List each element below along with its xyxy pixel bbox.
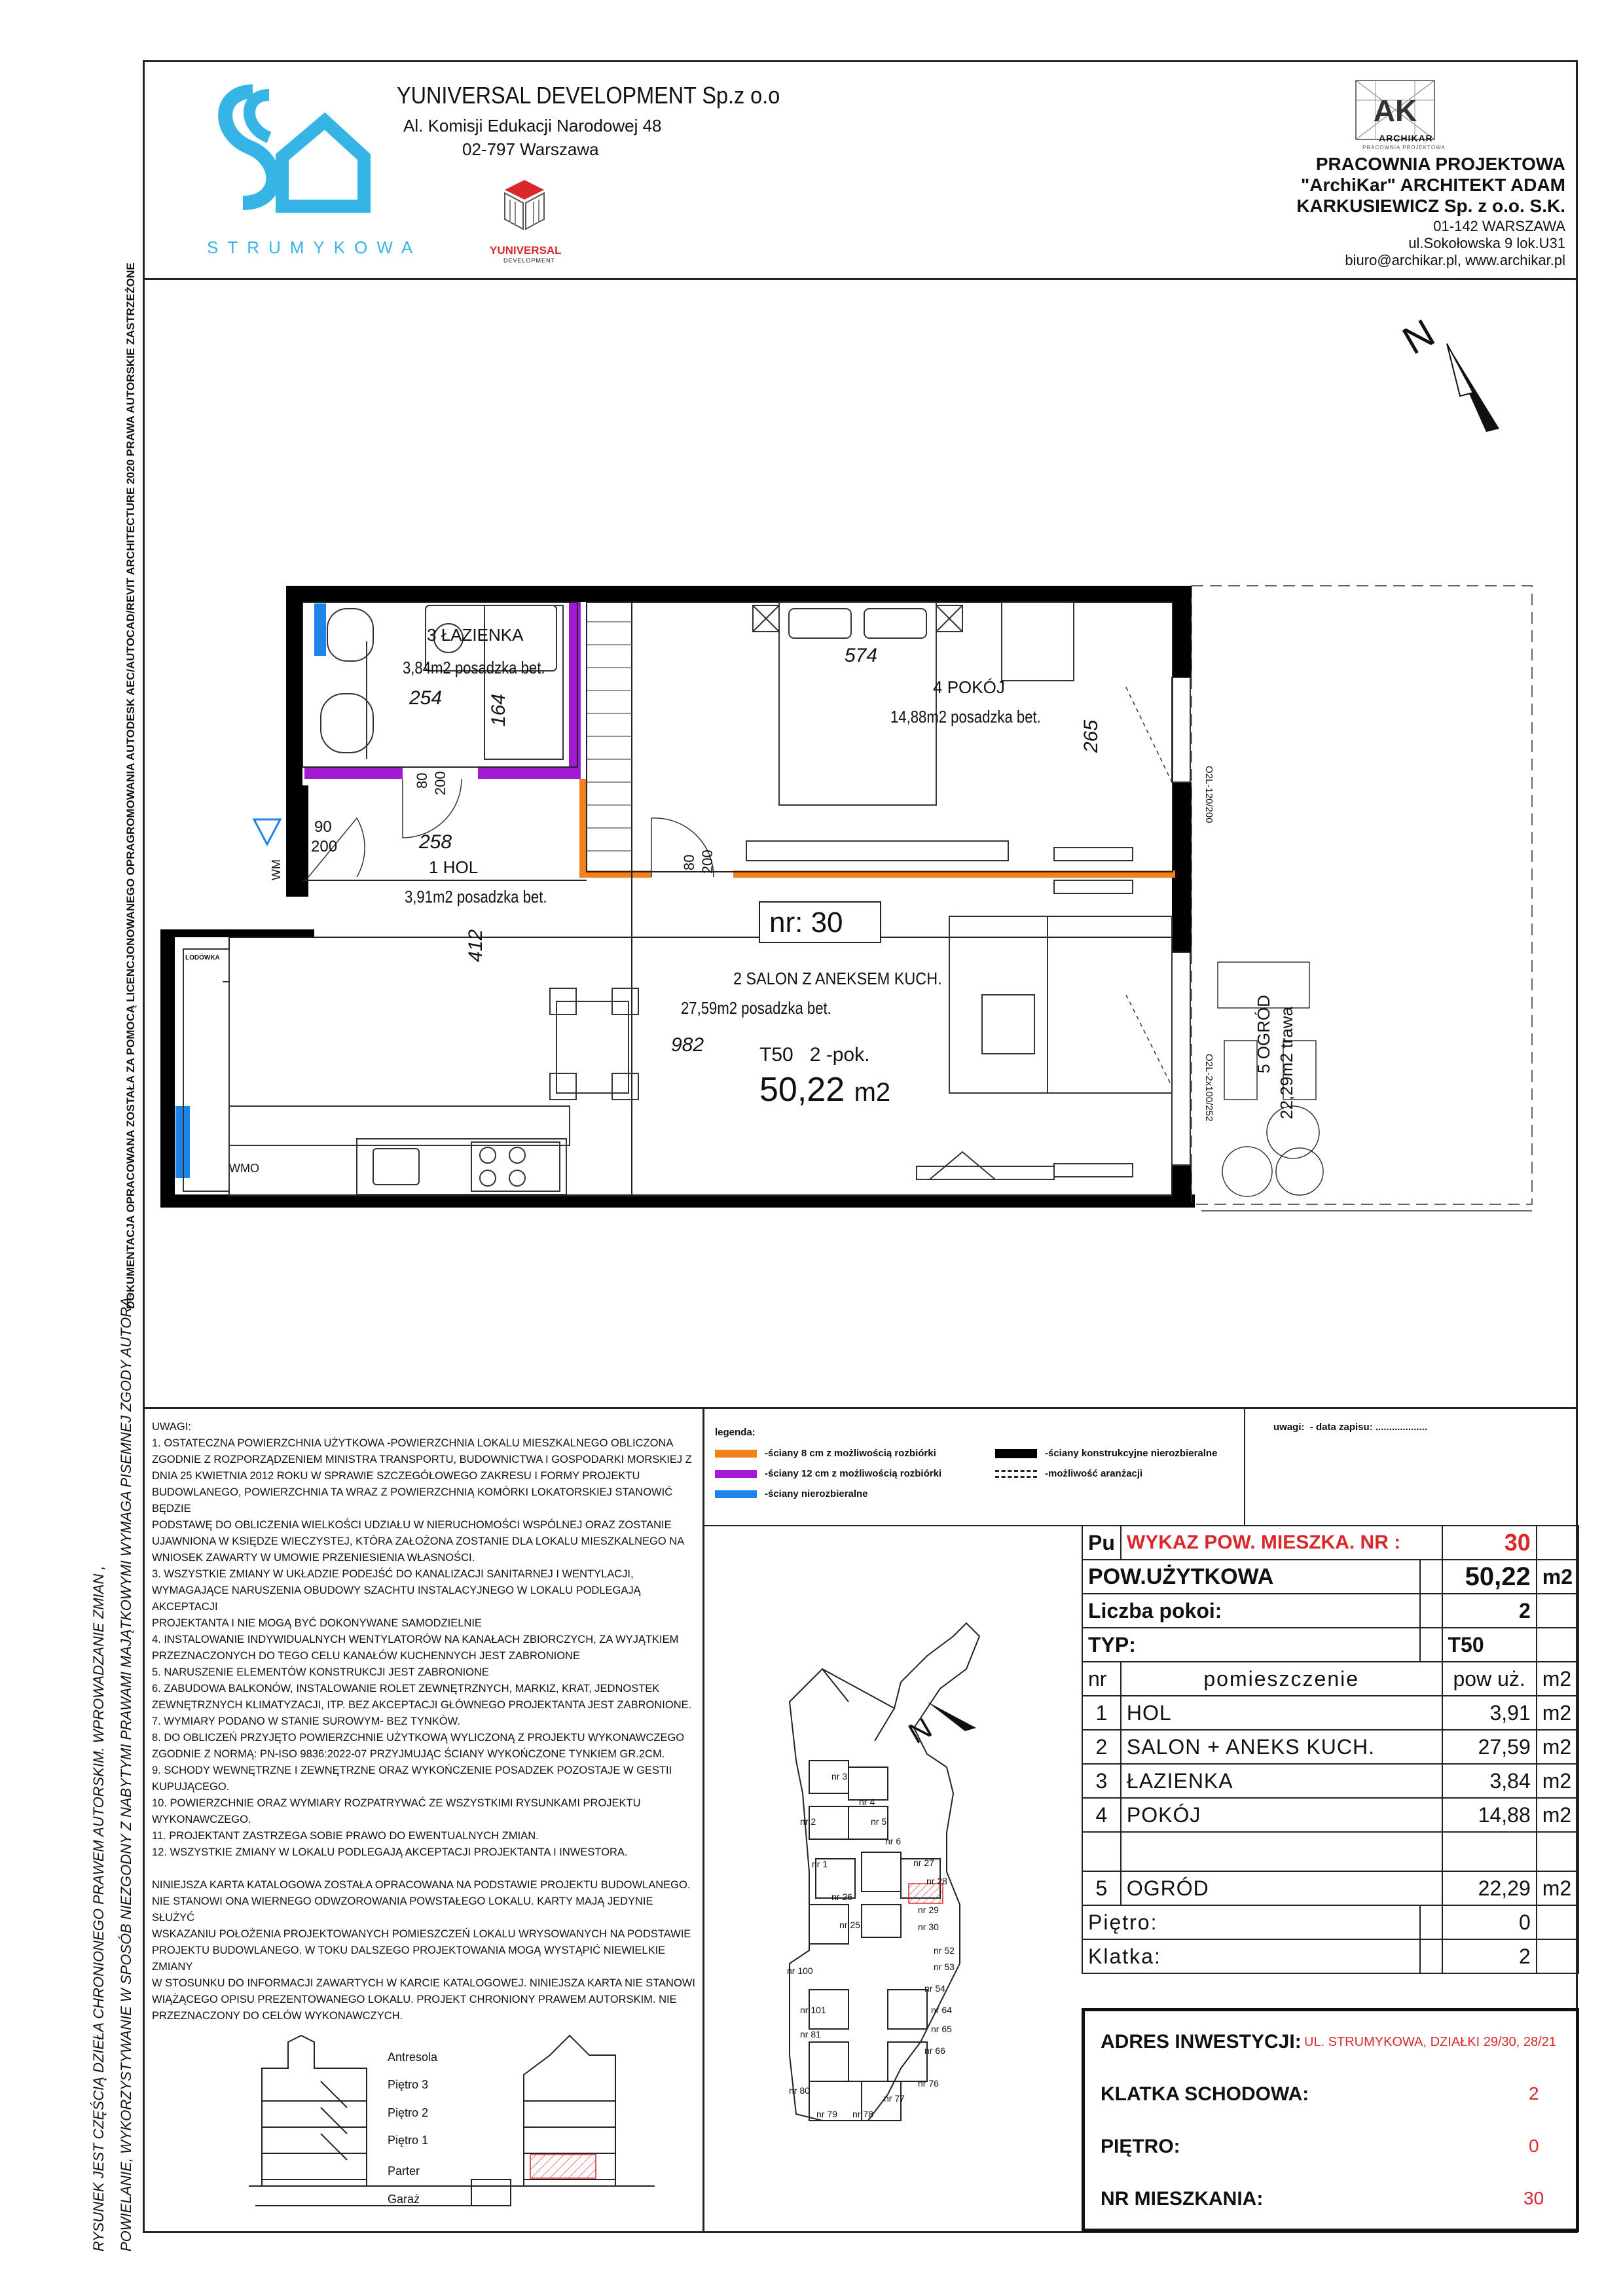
disclaimer-line: PROJEKTU BUDOWLANEGO. W TOKU DALSZEGO PROJEKTOWANIA MOGĄ WYSTĄPIĆ NIEWIELKIE ZMIANY [152, 1945, 666, 1973]
stair-label: Klatka: [1082, 1939, 1420, 1973]
company-address-1: Al. Komisji Edukacji Narodowej 48 [403, 116, 662, 135]
note-line: 3. WSZYSTKIE ZMIANY W UKŁADZIE PODEJŚĆ DO KANALIZACJI SANITARNEJ I WENTYLACJI, [152, 1568, 634, 1580]
north-label: N [1395, 310, 1442, 363]
keyplan-unit: nr 79 [816, 2109, 837, 2119]
room-2-area: 27,59m2 posadzka bet. [681, 998, 831, 1018]
uwagi-right-label: uwagi: - data zapisu: ................... [1273, 1422, 1428, 1433]
usable-area-label: POW.UŻYTKOWA [1082, 1560, 1420, 1594]
keyplan-unit: nr 78 [852, 2109, 873, 2119]
keyplan-unit: nr 29 [918, 1905, 939, 1915]
usable-area-unit: m2 [1537, 1560, 1578, 1594]
rooms-count-label: Liczba pokoi: [1082, 1594, 1420, 1628]
window-top-label: O2L-120/200 [1203, 766, 1214, 823]
legend-item-dashed [995, 1468, 1142, 1479]
apartment-type: T50 2 -pok. [759, 1044, 870, 1066]
room-1-area: 3,91m2 posadzka bet. [405, 887, 547, 906]
dim-164: 164 [488, 693, 509, 726]
keyplan-unit: nr 53 [934, 1962, 955, 1972]
kitchen [183, 949, 570, 1194]
table-row [1082, 1832, 1578, 1871]
disclaimer-line: NINIEJSZA KARTA KATALOGOWA ZOSTAŁA OPRACOWANA NA PODSTAWIE PROJEKTU BUDOWLANEGO. [152, 1879, 691, 1891]
apt-value: 30 [1523, 2188, 1544, 2208]
note-line: 12. WSZYSTKIE ZMIANY W LOKALU PODLEGAJĄ AKCEPTACJI PROJEKTANTA I INWESTORA. [152, 1846, 628, 1858]
room-4-area: 14,88m2 posadzka bet. [890, 707, 1041, 726]
legend-label: -ściany 8 cm z możliwością rozbiórki [765, 1448, 936, 1459]
dim-258: 258 [419, 831, 452, 853]
summary-apt-number: 30 [1442, 1526, 1537, 1560]
dim-200-b: 200 [432, 771, 448, 795]
stair-label: KLATKA SCHODOWA: [1101, 2083, 1309, 2105]
orange-swatch [715, 1450, 757, 1458]
orange-walls [579, 779, 1175, 878]
fridge-label: LODÓWKA [185, 954, 220, 961]
room-1-name: HOL [443, 857, 479, 877]
invest-label: ADRES INWESTYCJI: [1101, 2031, 1302, 2053]
room-1-label [429, 857, 478, 878]
stair-value: 2 [1529, 2083, 1539, 2104]
bed [753, 602, 1074, 805]
wm-triangle [254, 819, 280, 844]
rooms-count-row [1082, 1594, 1578, 1628]
table-row: 5 OGRÓD 22,29 m2 [1082, 1871, 1578, 1905]
keyplan-unit: nr 76 [918, 2078, 939, 2089]
summary-title: WYKAZ POW. MIESZKA. NR : [1121, 1526, 1442, 1560]
columns-row [1082, 1662, 1578, 1696]
keyplan-unit: nr 64 [931, 2005, 952, 2015]
legend-label: -ściany konstrukcyjne nierozbieralne [1045, 1448, 1218, 1459]
room-4-name: POKÓJ [947, 677, 1005, 697]
wm-label: WM [270, 859, 283, 880]
keyplan-unit: nr 28 [926, 1876, 947, 1886]
col-nr: nr [1082, 1662, 1121, 1696]
keyplan-unit: nr 2 [800, 1816, 816, 1827]
apartment-number: nr: 30 [769, 906, 843, 939]
floor-label: Piętro: [1082, 1905, 1420, 1939]
address-box [1082, 2008, 1579, 2232]
floor-row [1082, 1905, 1578, 1939]
wmo-label: WMO [229, 1162, 259, 1175]
section-level-antresola: Antresola [388, 2051, 438, 2064]
office-line-5: ul.Sokołowska 9 lok.U31 [1408, 235, 1565, 251]
keyplan-unit: nr 4 [859, 1797, 875, 1807]
disclaimer-line: WSKAZANIU POŁOŻENIA PROJEKTOWANYCH POMIESZCZEŃ LOKALU WRYSOWANYCH NA PODSTAWIE [152, 1928, 691, 1940]
legend-label: -ściany nierozbieralne [765, 1488, 868, 1499]
note-line: 11. PROJEKTANT ZASTRZEGA SOBIE PRAWO DO EWENTUALNYCH ZMIAN. [152, 1830, 539, 1842]
legend-item-orange [715, 1448, 936, 1459]
note-line: DNIA 25 KWIETNIA 2012 ROKU W SPRAWIE SZCZEGÓŁOWEGO ZAKRESU I FORMY PROJEKTU [152, 1470, 640, 1482]
table-row: 4 POKÓJ 14,88 m2 [1082, 1798, 1578, 1832]
keyplan-unit: nr 52 [934, 1945, 955, 1956]
col-area: pow uż. [1442, 1662, 1537, 1696]
pu-label: Pu [1082, 1526, 1121, 1560]
purple-swatch [715, 1470, 757, 1478]
legal-side-text-1: RYSUNEK JEST CZĘŚCIĄ DZIEŁA CHRONIONEGO PRAWEM AUTORSKIM. WPROWADZANIE ZMIAN , [90, 1566, 107, 2251]
note-line: WNIOSEK ZAWARTY W UMOWIE PRZENIESIENIA WŁASNOŚCI. [152, 1552, 475, 1564]
note-line: 4. INSTALOWANIE INDYWIDUALNYCH WENTYLATORÓW NA KANAŁACH ZBIORCZYCH, ZA WYJĄTKIEM [152, 1634, 679, 1645]
section-level-pietro-2: Piętro 2 [388, 2106, 429, 2119]
keyplan-unit: nr 77 [884, 2093, 905, 2104]
section-level-parter: Parter [388, 2164, 420, 2178]
keyplan-unit: nr 27 [913, 1857, 934, 1868]
section-level-pietro-1: Piętro 1 [388, 2134, 429, 2147]
company-name: YUNIVERSAL DEVELOPMENT Sp.z o.o [397, 82, 780, 109]
legal-side-text-2: POWIELANIE, WYKORZYSTYWANIE W SPOSÓB NIEZGODNY Z NABYTYMI PRAWAMI MAJĄTKOWYMI WYMAGA PISEMNEJ ZGODY AUTORA. [118, 1293, 134, 2251]
note-line: 7. WYMIARY PODANO W STANIE SUROWYM- BEZ TYNKÓW. [152, 1715, 460, 1727]
summary-table-wrap [1082, 1525, 1579, 1974]
keyplan-north: N [903, 1712, 938, 1750]
legend-vertical-divider [1244, 1407, 1245, 1525]
floor-label: PIĘTRO: [1101, 2136, 1180, 2157]
note-line: WYMAGAJĄCE NARUSZENIA OBUDOWY SZACHTU INSTALACYJNEGO W LOKALU PODLEGAJĄ AKCEPTACJI [152, 1585, 641, 1613]
col-room: pomieszczenie [1121, 1662, 1442, 1696]
office-title-3: KARKUSIEWICZ Sp. z o.o. S.K. [1296, 196, 1565, 216]
legend-label: -możliwość aranżacji [1045, 1468, 1143, 1479]
keyplan-unit: nr 6 [885, 1836, 902, 1846]
note-line: PROJEKTANTA I NIE MOGĄ BYĆ DOKONYWANE SAMODZIELNIE [152, 1617, 482, 1629]
dim-982: 982 [671, 1034, 704, 1056]
keyplan-unit: nr 81 [800, 2029, 821, 2039]
type-label: TYP: [1082, 1628, 1420, 1662]
type-row [1082, 1628, 1578, 1662]
notes-column-divider [702, 1407, 704, 2232]
room-3-label [427, 625, 523, 645]
dim-412: 412 [465, 929, 486, 962]
keyplan-unit: nr 25 [839, 1920, 860, 1930]
room-3-no: 3 [427, 625, 437, 645]
keyplan-unit: nr 66 [924, 2045, 945, 2056]
dim-254: 254 [409, 687, 443, 709]
section-level-pietro-3: Piętro 3 [388, 2078, 429, 2091]
stair-value: 2 [1442, 1939, 1537, 1973]
room-4-label [933, 677, 1005, 698]
keyplan-unit: nr 5 [871, 1816, 887, 1827]
keyplan-unit: nr 1 [812, 1859, 828, 1869]
svg-text:AK: AK [1373, 94, 1417, 128]
floor-value: 0 [1442, 1905, 1537, 1939]
note-line: PODSTAWĘ DO OBLICZENIA WIELKOŚCI UDZIAŁU W NIERUCHOMOŚCI WSPÓLNEJ ORAZ ZOSTANIE [152, 1519, 672, 1531]
summary-table [1082, 1525, 1579, 1974]
legend-item-blue [715, 1488, 868, 1499]
rooms-count-value: 2 [1442, 1594, 1537, 1628]
dim-200-c: 200 [699, 850, 716, 874]
garden [1192, 586, 1532, 1211]
blue-swatch [715, 1490, 757, 1498]
summary-empty-cell [1537, 1526, 1578, 1560]
dim-80-b: 80 [681, 854, 697, 870]
note-line: 6. ZABUDOWA BALKONÓW, INSTALOWANIE ROLET ZEWNĘTRZNYCH, MARKIZ, KRAT, JEDNOSTEK [152, 1683, 660, 1695]
disclaimer-line: PRZEZNACZONY DO CELÓW WYKONAWCZYCH. [152, 2010, 403, 2022]
building-section [249, 2016, 694, 2212]
room-1-no: 1 [429, 857, 439, 877]
window-bottom-label: O2L-2x100/252 [1203, 1054, 1214, 1122]
legend-item-black [995, 1448, 1217, 1459]
note-line: KUPUJĄCEGO. [152, 1781, 230, 1793]
note-line: BUDOWLANEGO, POWIERZCHNIA TA WRAZ Z POWIERZCHNIĄ KOMÓRKI LOKATORSKIEJ STANOWIĆ BĘDZIE [152, 1486, 673, 1515]
room-2-label [733, 969, 942, 989]
note-line: PRZEZNACZONYCH DO TEGO CELU KANAŁÓW KUCHENNYCH JEST ZABRONIONE [152, 1650, 580, 1662]
copyright-side-text: DOKUMENTACJA OPRACOWANA ZOSTAŁA ZA POMOCĄ LICENCJONOWANEGO OPRAGROMOWANIA AUTODESK AEC/AUTOCAD/REVIT ARCHITECTURE 2020 PRAWA AUTORSKIE ZASTRZEŻONE [124, 262, 137, 1309]
room-2-name: SALON Z ANEKSEM KUCH. [746, 969, 942, 988]
room-5-label [1254, 995, 1274, 1073]
note-line: 9. SCHODY WEWNĘTRZNE I ZEWNĘTRZNE ORAZ WYKOŃCZENIE POSADZEK POZOSTAJE W GESTII [152, 1765, 672, 1776]
company-address-2: 02-797 Warszawa [462, 139, 599, 159]
office-title-1: PRACOWNIA PROJEKTOWA [1315, 154, 1565, 174]
apartment-total-area: 50,22 m2 [759, 1071, 891, 1109]
notes-title: UWAGI: [152, 1421, 191, 1433]
dim-80-a: 80 [414, 772, 430, 789]
archikar-logo-name: ARCHIKAR [1379, 133, 1433, 143]
apt-label: NR MIESZKANIA: [1101, 2188, 1264, 2210]
archikar-logo-sub: PRACOWNIA PROJEKTOWA [1362, 145, 1446, 151]
keyplan-unit: nr 54 [924, 1983, 945, 1994]
note-line: WYKONAWCZEGO. [152, 1814, 251, 1825]
black-swatch [995, 1449, 1037, 1458]
dim-90: 90 [314, 818, 332, 836]
stair-row [1082, 1939, 1578, 1973]
keyplan-unit: nr 26 [831, 1892, 852, 1902]
disclaimer-line: W STOSUNKU DO INFORMACJI ZAWARTYCH W KARCIE KATALOGOWEJ. NINIEJSZA KARTA NIE STANOWI [152, 1977, 695, 1989]
type-value: T50 [1442, 1628, 1537, 1662]
usable-area-row [1082, 1560, 1578, 1594]
table-row: 2 SALON + ANEKS KUCH. 27,59 m2 [1082, 1730, 1578, 1764]
room-5-name: OGRÓD [1254, 995, 1273, 1060]
yuniversal-logo-name: YUNIVERSAL [490, 244, 562, 257]
legend-label: -ściany 12 cm z możliwością rozbiórki [765, 1468, 942, 1479]
keyplan-unit: nr 30 [918, 1922, 939, 1932]
dim-574: 574 [845, 645, 878, 666]
summary-title-row [1082, 1526, 1578, 1560]
notes-block [152, 1419, 695, 2024]
table-row: 1 HOL 3,91 m2 [1082, 1696, 1578, 1730]
table-row: 3 ŁAZIENKA 3,84 m2 [1082, 1764, 1578, 1798]
note-line: 1. OSTATECZNA POWIERZCHNIA UŻYTKOWA -POWIERZCHNIA LOKALU MIESZKALNEGO OBLICZONA [152, 1437, 674, 1449]
keyplan-unit: nr 65 [931, 2024, 952, 2034]
room-5-area: 22,29m2 trawa [1277, 1006, 1296, 1119]
yuniversal-logo-sub: DEVELOPMENT [503, 257, 556, 264]
note-line: UJAWNIONA W KSIĘDZE WIECZYSTEJ, KTÓRA ZAŁOŻONA ZOSTANIE DLA LOKALU MIESZKALNEGO NA [152, 1535, 685, 1547]
room-3-name: ŁAZIENKA [441, 625, 524, 645]
keyplan-unit: nr 3 [831, 1771, 848, 1782]
note-line: 8. DO OBLICZEŃ PRZYJĘTO POWIERZCHNIE UŻYTKOWĄ WYLICZONĄ Z PROJEKTU WYKONAWCZEGO [152, 1732, 685, 1744]
keyplan-unit: nr 101 [800, 2005, 826, 2015]
note-line: 10. POWIERZCHNIE ORAZ WYMIARY ROZPATRYWAĆ ZE WSZYSTKIMI RYSUNKAMI PROJEKTU [152, 1797, 641, 1809]
room-3-area: 3,84m2 posadzka bet. [403, 658, 545, 677]
keyplan-unit: nr 100 [787, 1965, 813, 1976]
office-line-4: 01-142 WARSZAWA [1433, 218, 1565, 234]
north-arrow [1447, 344, 1499, 432]
keyplan-unit: nr 80 [789, 2085, 810, 2096]
disclaimer-line: WIĄŻĄCEGO OPISU PREZENTOWANEGO LOKALU. PROJEKT CHRONIONY PRAWEM AUTORSKIM. NIE [152, 1994, 677, 2005]
floor-value: 0 [1529, 2136, 1539, 2156]
legend-title: legenda: [715, 1427, 756, 1438]
invest-value: UL. STRUMYKOWA, DZIAŁKI 29/30, 28/21 [1304, 2035, 1556, 2049]
dim-200-a: 200 [311, 838, 338, 855]
room-4-no: 4 [933, 677, 943, 697]
section-level-garaz: Garaż [388, 2193, 420, 2206]
disclaimer-line: NIE STANOWI ONA WIERNEGO ODWZOROWANIA POWSTAŁEGO LOKALU. KARTY MAJĄ JEDYNIE SŁUŻYĆ [152, 1895, 653, 1924]
office-line-6: biuro@archikar.pl, www.archikar.pl [1345, 252, 1565, 268]
legend-item-purple [715, 1468, 941, 1479]
notes-section-divider [145, 1407, 1576, 1409]
room-2-no: 2 [733, 969, 742, 988]
dashed-swatch [995, 1470, 1037, 1478]
office-title-2: "ArchiKar" ARCHITEKT ADAM [1300, 175, 1565, 195]
note-line: ZGODNIE Z ROZPORZĄDZENIEM MINISTRA TRANSPORTU, BUDOWNICTWA I GOSPODARKI MORSKIEJ Z [152, 1454, 692, 1465]
col-unit: m2 [1537, 1662, 1578, 1696]
usable-area-value: 50,22 [1442, 1560, 1537, 1594]
strumykowa-brand: STRUMYKOWA [207, 238, 422, 257]
note-line: ZGODNIE Z NORMĄ: PN-ISO 9836:2022-07 PRZYJMUJĄC ŚCIANY WYKOŃCZONE TYNKIEM GR.2CM. [152, 1748, 665, 1760]
note-line: ZEWNĘTRZNYCH KLIMATYZACJI, ITP. BEZ AKCEPTACJI GŁÓWNEGO PROJEKTANTA JEST ZABRONIONE. [152, 1699, 692, 1711]
dim-265: 265 [1080, 719, 1102, 753]
note-line: 5. NARUSZENIE ELEMENTÓW KONSTRUKCJI JEST ZABRONIONE [152, 1666, 489, 1678]
room-5-no: 5 [1254, 1064, 1273, 1073]
structural-walls [160, 586, 1195, 1208]
wardrobe-hatch [587, 622, 632, 851]
